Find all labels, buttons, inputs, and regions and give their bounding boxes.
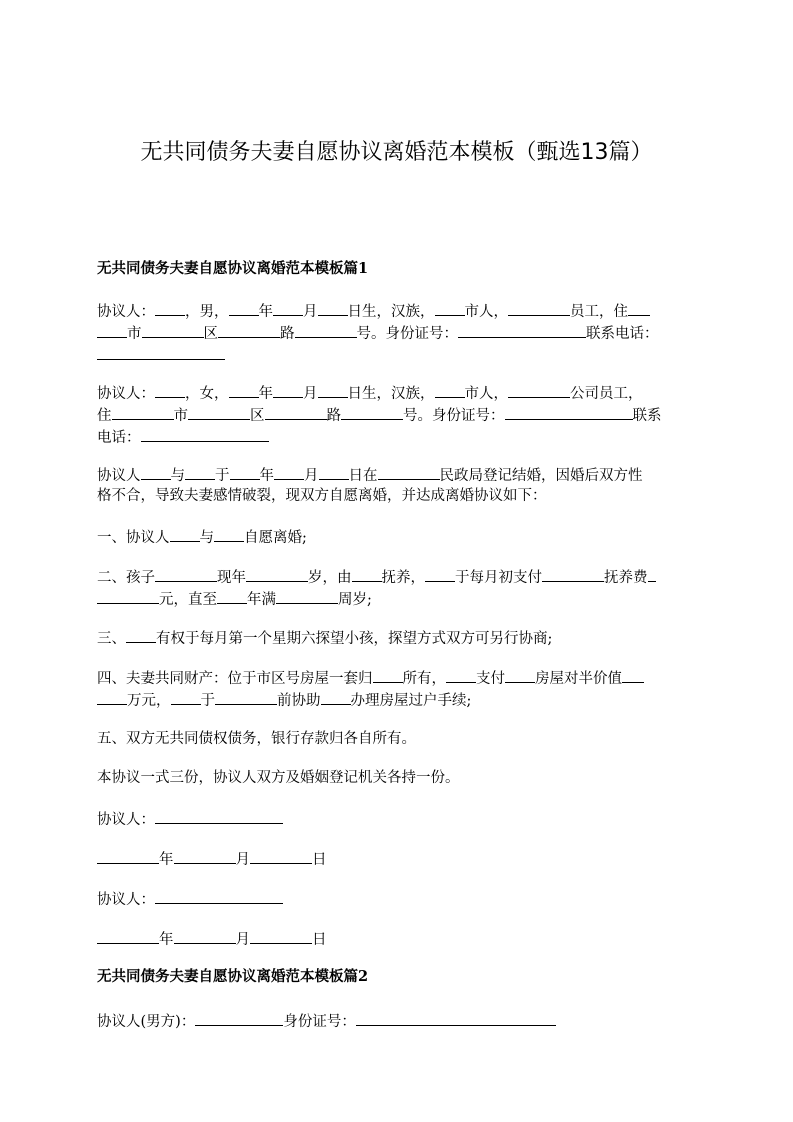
- blank-field[interactable]: [373, 667, 403, 683]
- blank-field[interactable]: [250, 848, 312, 864]
- section-heading-2: 无共同债务夫妻自愿协议离婚范本模板篇2: [97, 968, 369, 985]
- blank-field[interactable]: [188, 404, 250, 420]
- section-heading-1: 无共同债务夫妻自愿协议离婚范本模板篇1: [97, 260, 369, 277]
- blank-field[interactable]: [276, 588, 338, 604]
- marriage-line-2: 格不合，导致夫妻感情破裂，现双方自愿离婚，并达成离婚协议如下：: [97, 488, 547, 504]
- date-line-1: 年 月 日: [97, 848, 327, 871]
- blank-field[interactable]: [112, 404, 174, 420]
- blank-field[interactable]: [142, 322, 204, 338]
- party-male-line-2: 市 区 路 号。身份证号： 联系电话：: [97, 322, 659, 345]
- blank-field[interactable]: [321, 689, 351, 705]
- blank-field[interactable]: [542, 566, 604, 582]
- blank-field[interactable]: [341, 404, 403, 420]
- blank-field[interactable]: [170, 526, 200, 542]
- blank-field[interactable]: [648, 566, 656, 582]
- blank-field[interactable]: [508, 300, 570, 316]
- signature-field[interactable]: [155, 888, 283, 904]
- clause-3: 三、 有权于每月第一个星期六探望小孩，探望方式双方可另行协商;: [97, 627, 552, 650]
- blank-field[interactable]: [174, 928, 236, 944]
- blank-field[interactable]: [141, 464, 171, 480]
- blank-field[interactable]: [195, 1010, 283, 1026]
- blank-field[interactable]: [230, 464, 260, 480]
- blank-field[interactable]: [97, 848, 159, 864]
- blank-field[interactable]: [319, 464, 349, 480]
- party-female-line-1: 协议人： ，女， 年 月 日生，汉族， 市人， 公司员工，: [97, 382, 643, 405]
- blank-field[interactable]: [295, 322, 357, 338]
- blank-field[interactable]: [141, 426, 269, 442]
- blank-field[interactable]: [97, 344, 225, 360]
- blank-field[interactable]: [425, 566, 455, 582]
- signature-line-1: 协议人：: [97, 808, 283, 831]
- blank-field[interactable]: [628, 300, 650, 316]
- document-title: 无共同债务夫妻自愿协议离婚范本模板（甄选13篇）: [140, 140, 653, 165]
- blank-field[interactable]: [171, 689, 201, 705]
- clause-5: 五、双方无共同债权债务，银行存款归各自所有。: [97, 731, 416, 747]
- blank-field[interactable]: [505, 667, 535, 683]
- blank-field[interactable]: [97, 588, 159, 604]
- blank-field[interactable]: [217, 588, 247, 604]
- blank-field[interactable]: [229, 300, 259, 316]
- blank-field[interactable]: [250, 928, 312, 944]
- blank-field[interactable]: [622, 667, 644, 683]
- blank-field[interactable]: [356, 1010, 556, 1026]
- blank-field[interactable]: [229, 382, 259, 398]
- blank-field[interactable]: [318, 382, 348, 398]
- clause-4-line-2: 万元， 于 前协助 办理房屋过户手续;: [97, 689, 471, 712]
- clause-4-line-1: 四、夫妻共同财产：位于市区号房屋一套归 所有， 支付 房屋对半价值: [97, 667, 644, 690]
- blank-field[interactable]: [378, 464, 440, 480]
- blank-field[interactable]: [352, 566, 382, 582]
- blank-field[interactable]: [215, 689, 277, 705]
- blank-field[interactable]: [155, 566, 217, 582]
- blank-field[interactable]: [273, 300, 303, 316]
- blank-field[interactable]: [274, 464, 304, 480]
- signature-field[interactable]: [155, 808, 283, 824]
- blank-field[interactable]: [458, 322, 586, 338]
- copies-statement: 本协议一式三份，协议人双方及婚姻登记机关各持一份。: [97, 770, 460, 786]
- blank-field[interactable]: [155, 382, 185, 398]
- blank-field[interactable]: [246, 566, 308, 582]
- date-line-2: 年 月 日: [97, 928, 327, 951]
- blank-field[interactable]: [218, 322, 280, 338]
- signature-line-2: 协议人：: [97, 888, 283, 911]
- blank-field[interactable]: [97, 322, 127, 338]
- blank-field[interactable]: [273, 382, 303, 398]
- clause-1: 一、协议人 与 自愿离婚;: [97, 526, 307, 549]
- blank-field[interactable]: [446, 667, 476, 683]
- blank-field[interactable]: [174, 848, 236, 864]
- blank-field[interactable]: [435, 382, 465, 398]
- clause-2-line-1: 二、孩子 现年 岁，由 抚养， 于每月初支付 抚养费: [97, 566, 656, 589]
- marriage-line-1: 协议人 与 于 年 月 日在 民政局登记结婚，因婚后双方性: [97, 464, 643, 487]
- blank-field[interactable]: [505, 404, 633, 420]
- clause-2-line-2: 元，直至 年满 周岁;: [97, 588, 372, 611]
- blank-field[interactable]: [126, 627, 156, 643]
- blank-field[interactable]: [508, 382, 570, 398]
- party-male-line-1: 协议人： ，男， 年 月 日生，汉族， 市人， 员工，住: [97, 300, 650, 323]
- blank-field[interactable]: [185, 464, 215, 480]
- blank-field[interactable]: [97, 928, 159, 944]
- party-male-line-3: [97, 344, 225, 367]
- section2-party-line: 协议人(男方)： 身份证号：: [97, 1010, 556, 1033]
- blank-field[interactable]: [435, 300, 465, 316]
- party-female-line-3: 电话：: [97, 426, 269, 449]
- party-female-line-2: 住 市 区 路 号。身份证号： 联系: [97, 404, 662, 427]
- blank-field[interactable]: [97, 689, 127, 705]
- blank-field[interactable]: [214, 526, 244, 542]
- blank-field[interactable]: [155, 300, 185, 316]
- blank-field[interactable]: [265, 404, 327, 420]
- blank-field[interactable]: [318, 300, 348, 316]
